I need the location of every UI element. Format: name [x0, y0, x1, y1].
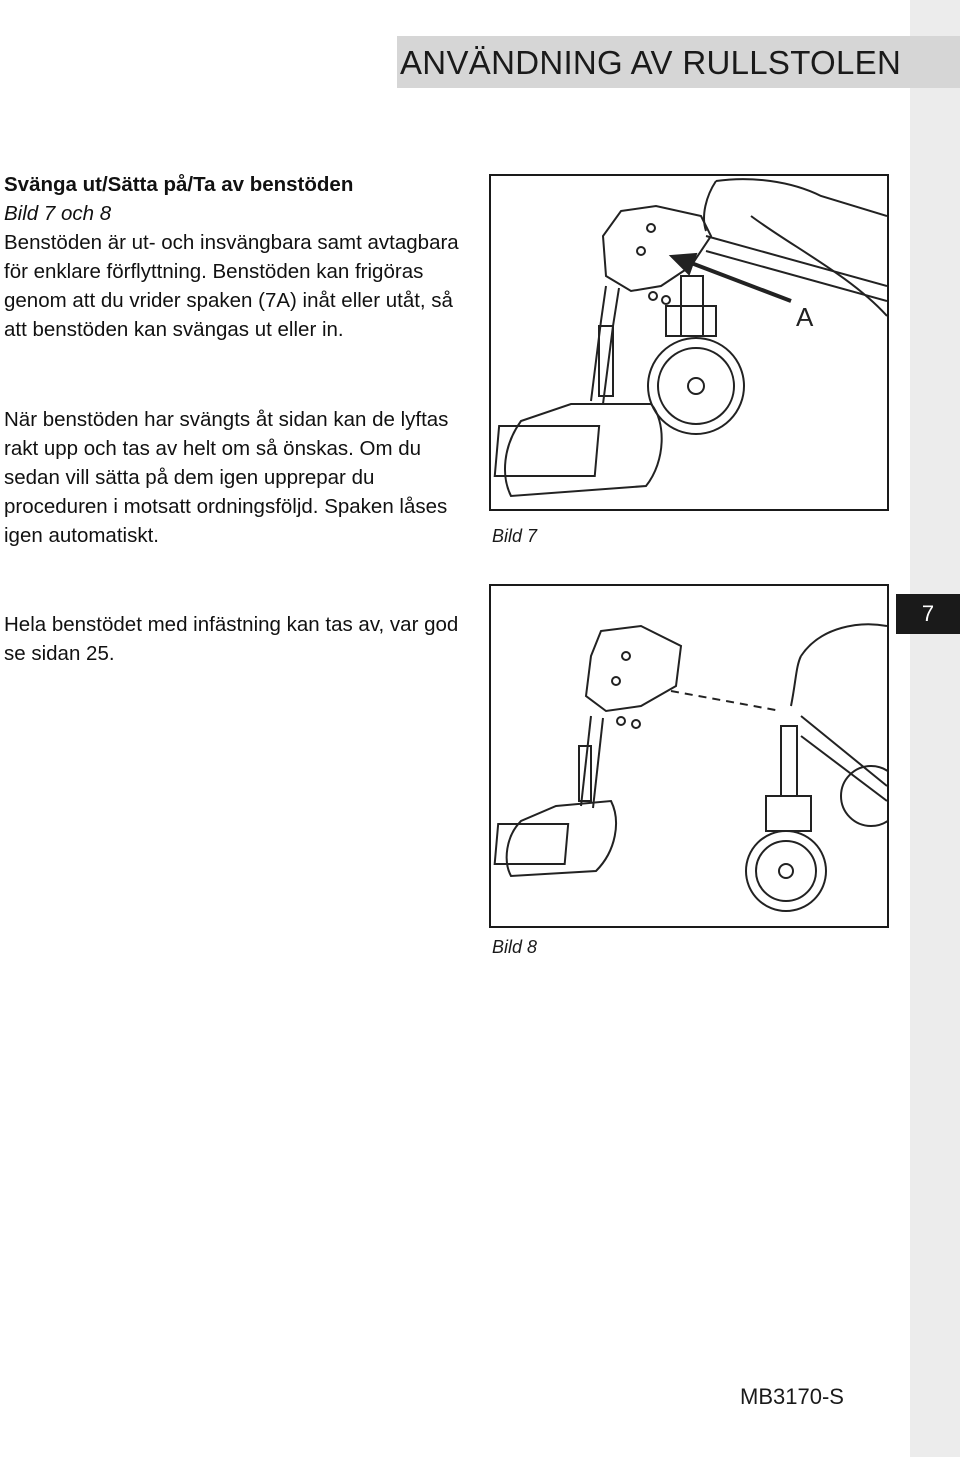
legrest-removal-illustration	[491, 586, 887, 926]
page-title: ANVÄNDNING AV RULLSTOLEN	[400, 44, 902, 81]
figure-8-caption: Bild 8	[492, 937, 538, 957]
paragraph-3: Hela benstödet med infästning kan tas av, var god se sidan 25.	[4, 613, 459, 665]
figure-7	[489, 174, 889, 511]
figure-7-caption: Bild 7	[492, 526, 538, 546]
paragraph-2: När benstöden har svängts åt sidan kan de lyftas rakt upp och tas av helt om så önskas. Om du sedan vill sätta på dem igen upprepar du proceduren i motsatt ordningsföljd. Spaken låses igen automatiskt.	[4, 408, 449, 547]
text-block-3	[4, 610, 474, 668]
document-code: MB3170-S	[740, 1384, 844, 1409]
page-number-tab: 7	[896, 594, 960, 634]
figure-8	[489, 584, 889, 928]
side-margin-strip	[910, 0, 960, 1457]
text-block-1	[4, 170, 474, 344]
legrest-swing-illustration	[491, 176, 887, 509]
paragraph-1: Benstöden är ut- och insvängbara samt avtagbara för enklare förflyttning. Benstöden kan frigöras genom att du vrider spaken (7A) inåt eller utåt, så att benstöden kan svängas ut eller in.	[4, 231, 459, 341]
text-block-2	[4, 405, 474, 550]
callout-label: A	[796, 302, 814, 332]
section-heading: Svänga ut/Sätta på/Ta av benstöden	[4, 173, 354, 196]
section-subheading: Bild 7 och 8	[4, 202, 112, 225]
